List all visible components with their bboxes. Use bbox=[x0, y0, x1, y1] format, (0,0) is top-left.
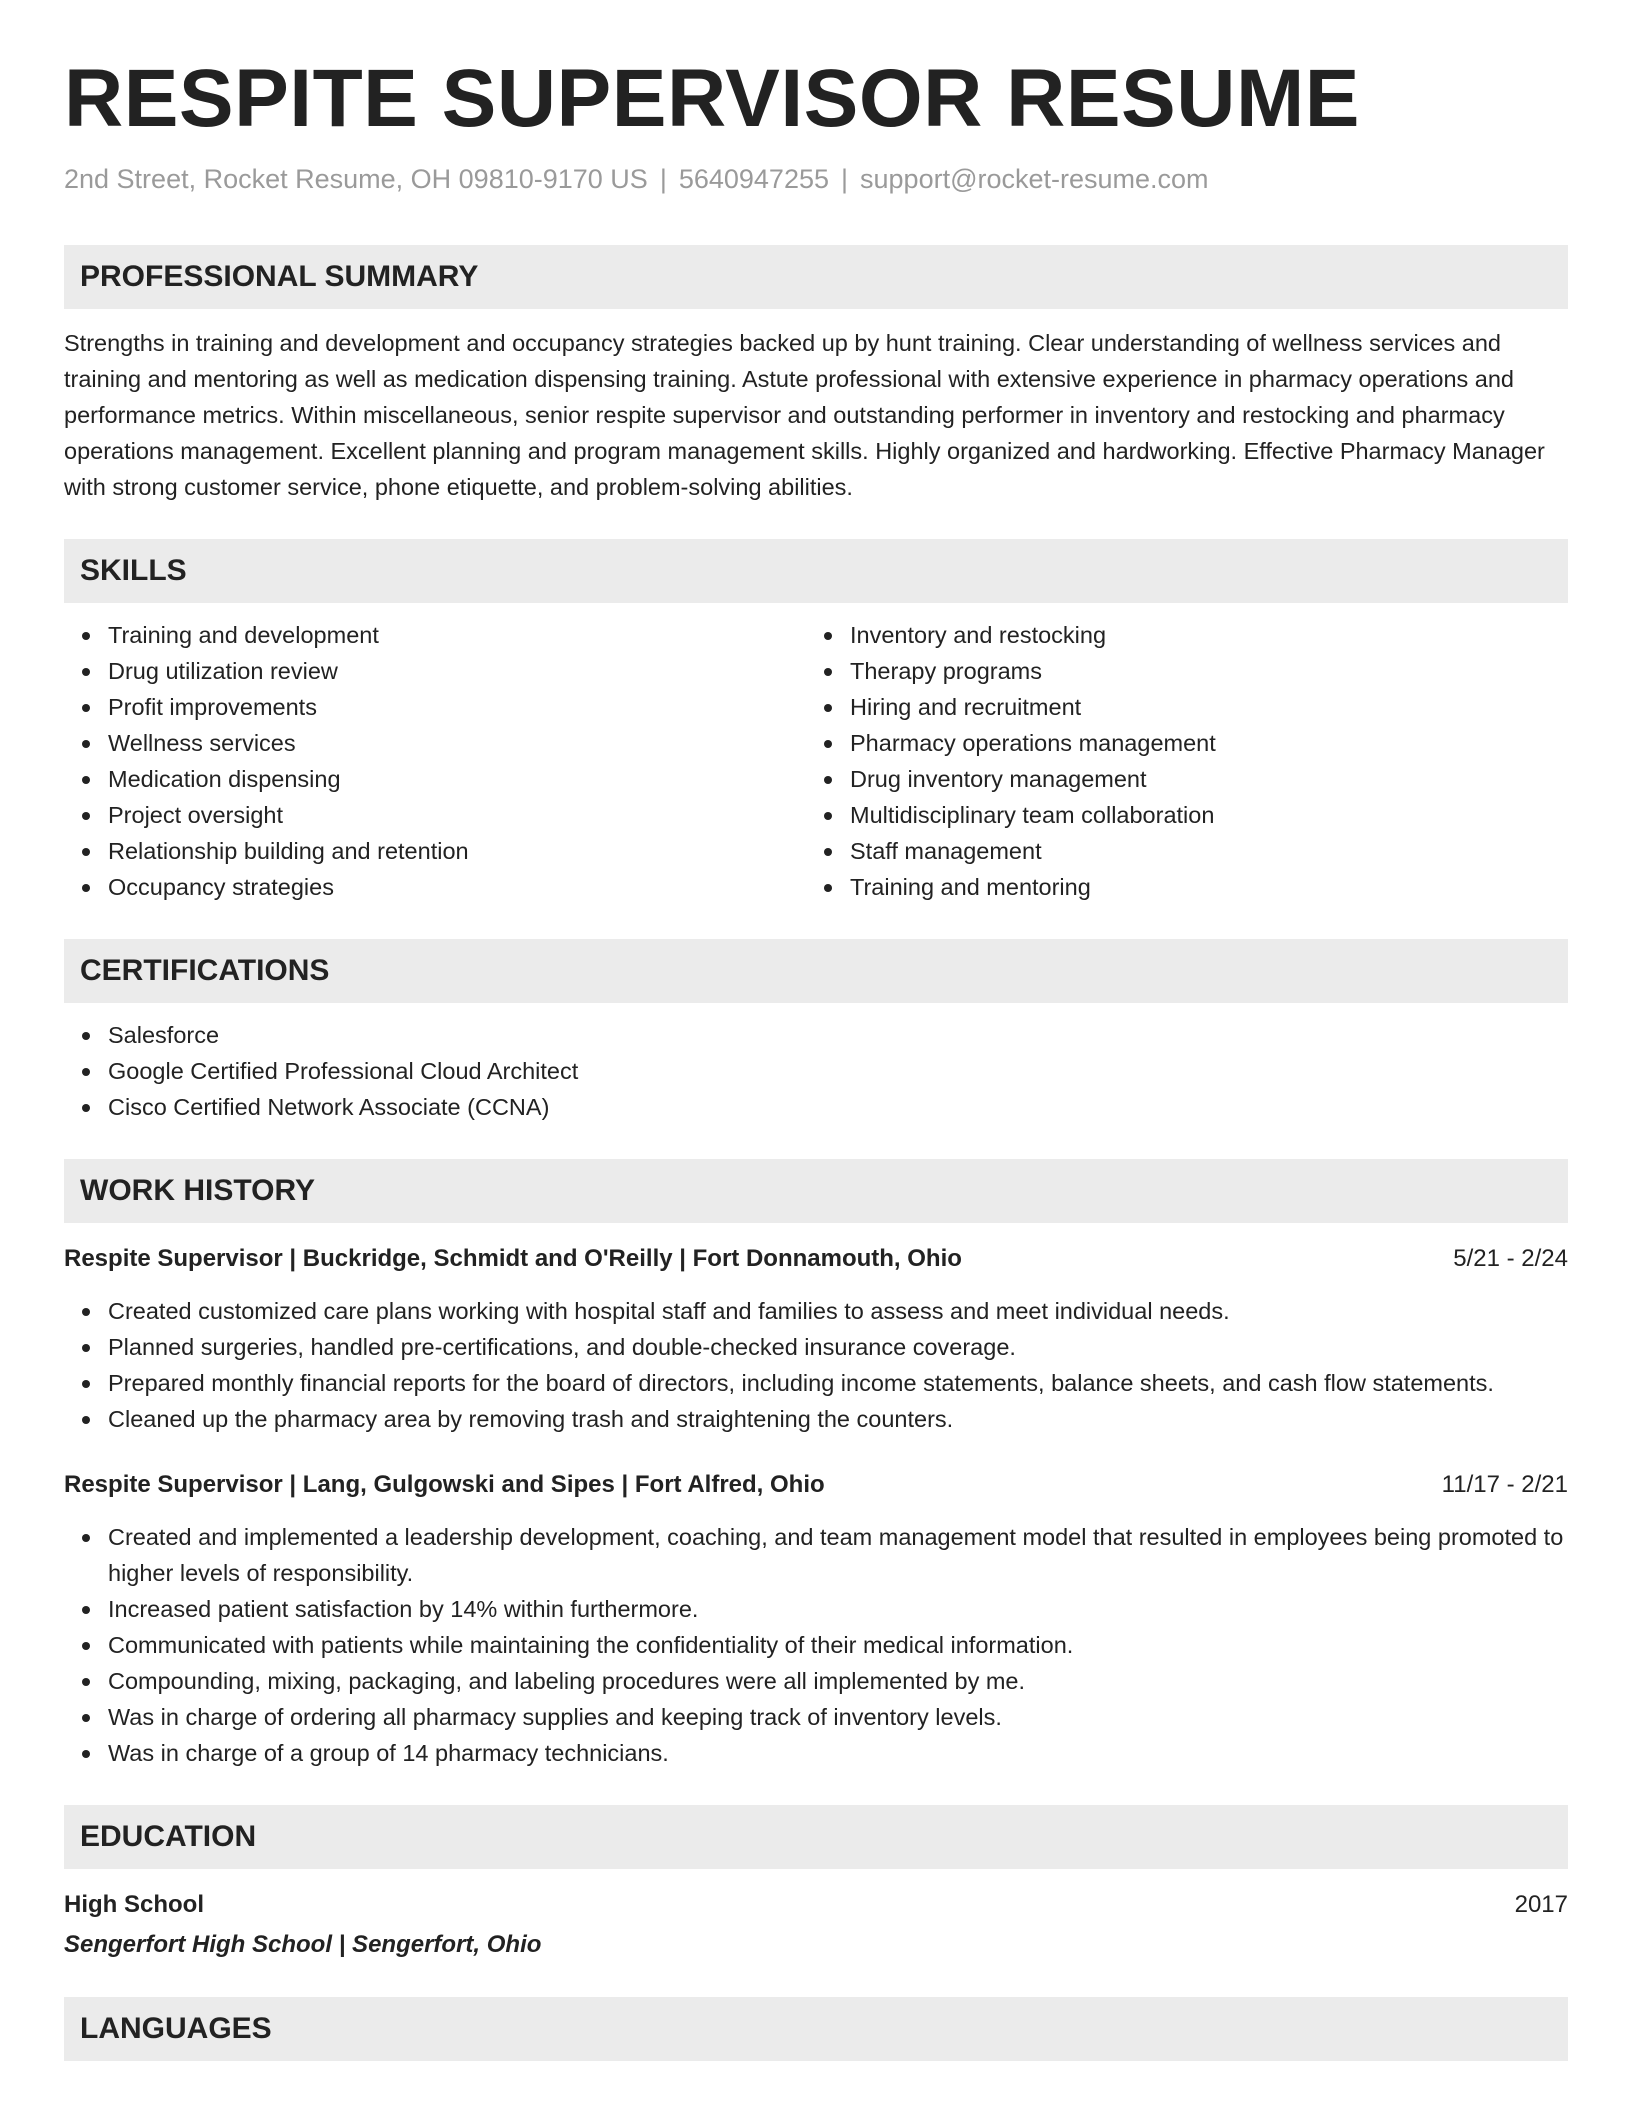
job-duty: Planned surgeries, handled pre-certifications, and double-checked insurance coverage. bbox=[108, 1329, 1568, 1365]
job-duties-list bbox=[64, 1519, 1568, 1771]
skill-item: Pharmacy operations management bbox=[850, 725, 1548, 761]
skills-heading: SKILLS bbox=[64, 539, 1568, 603]
job-duty: Created and implemented a leadership development, coaching, and team management model that resulted in employees being promoted to higher levels of responsibility. bbox=[108, 1519, 1568, 1591]
job-duties-list bbox=[64, 1293, 1568, 1437]
skill-item: Drug utilization review bbox=[108, 653, 806, 689]
contact-line bbox=[64, 162, 1568, 197]
skills-list-left bbox=[64, 617, 806, 905]
certifications-list bbox=[64, 1017, 1568, 1125]
contact-phone: 5640947255 bbox=[678, 164, 829, 195]
education-header bbox=[64, 1887, 1568, 1923]
job-title: Respite Supervisor | Lang, Gulgowski and Sipes | Fort Alfred, Ohio bbox=[64, 1471, 825, 1499]
job-entry bbox=[64, 1467, 1568, 1771]
skill-item: Training and development bbox=[108, 617, 806, 653]
summary-text: Strengths in training and development and occupancy strategies backed up by hunt training. Clear understanding of wellness services and training and mentoring as well as medication dispensing training. Astute professional with extensive experience in pharmacy operations and performance metrics. Within miscellaneous, senior respite supervisor and outstanding performer in inventory and restocking and pharmacy operations management. Excellent planning and program management skills. Highly organized and hardworking. Effective Pharmacy Manager with strong customer service, phone etiquette, and problem-solving abilities. bbox=[64, 330, 1545, 501]
job-duty: Was in charge of ordering all pharmacy supplies and keeping track of inventory levels. bbox=[108, 1699, 1568, 1735]
skill-item: Occupancy strategies bbox=[108, 869, 806, 905]
certifications-heading: CERTIFICATIONS bbox=[64, 939, 1568, 1003]
resume-title: RESPITE SUPERVISOR RESUME bbox=[64, 53, 1360, 144]
job-duty: Cleaned up the pharmacy area by removing trash and straightening the counters. bbox=[108, 1401, 1568, 1437]
skill-item: Therapy programs bbox=[850, 653, 1548, 689]
education-heading: EDUCATION bbox=[64, 1805, 1568, 1869]
skill-item: Inventory and restocking bbox=[850, 617, 1548, 653]
certification-item: Google Certified Professional Cloud Architect bbox=[108, 1053, 1568, 1089]
skill-item: Project oversight bbox=[108, 797, 806, 833]
skill-item: Hiring and recruitment bbox=[850, 689, 1548, 725]
contact-separator: | bbox=[841, 164, 849, 195]
skill-item: Staff management bbox=[850, 833, 1548, 869]
certification-item: Cisco Certified Network Associate (CCNA) bbox=[108, 1089, 1568, 1125]
job-duty: Compounding, mixing, packaging, and labeling procedures were all implemented by me. bbox=[108, 1663, 1568, 1699]
job-dates: 5/21 - 2/24 bbox=[1453, 1245, 1568, 1273]
skill-item: Profit improvements bbox=[108, 689, 806, 725]
skill-item: Training and mentoring bbox=[850, 869, 1548, 905]
skills-list-right bbox=[806, 617, 1548, 905]
work-history-heading: WORK HISTORY bbox=[64, 1159, 1568, 1223]
contact-separator: | bbox=[659, 164, 667, 195]
job-duty: Increased patient satisfaction by 14% within furthermore. bbox=[108, 1591, 1568, 1627]
certification-item: Salesforce bbox=[108, 1017, 1568, 1053]
job-duty: Was in charge of a group of 14 pharmacy technicians. bbox=[108, 1735, 1568, 1771]
job-title: Respite Supervisor | Buckridge, Schmidt and O'Reilly | Fort Donnamouth, Ohio bbox=[64, 1245, 962, 1273]
skill-item: Wellness services bbox=[108, 725, 806, 761]
skill-item: Medication dispensing bbox=[108, 761, 806, 797]
job-header bbox=[64, 1467, 1568, 1503]
job-header bbox=[64, 1241, 1568, 1277]
skill-item: Multidisciplinary team collaboration bbox=[850, 797, 1548, 833]
job-entry bbox=[64, 1241, 1568, 1437]
contact-email: support@rocket-resume.com bbox=[860, 164, 1209, 195]
skill-item: Relationship building and retention bbox=[108, 833, 806, 869]
education-year: 2017 bbox=[1514, 1891, 1568, 1919]
job-duty: Communicated with patients while maintaining the confidentiality of their medical information. bbox=[108, 1627, 1568, 1663]
summary-heading: PROFESSIONAL SUMMARY bbox=[64, 245, 1568, 309]
job-dates: 11/17 - 2/21 bbox=[1441, 1471, 1568, 1499]
skill-item: Drug inventory management bbox=[850, 761, 1548, 797]
education-degree: High School bbox=[64, 1891, 204, 1919]
skills-columns bbox=[64, 617, 1568, 905]
job-duty: Prepared monthly financial reports for the board of directors, including income statements, balance sheets, and cash flow statements. bbox=[108, 1365, 1568, 1401]
contact-address: 2nd Street, Rocket Resume, OH 09810-9170 US bbox=[64, 164, 648, 195]
education-school: Sengerfort High School | Sengerfort, Ohio bbox=[64, 1931, 542, 1959]
job-duty: Created customized care plans working with hospital staff and families to assess and meet individual needs. bbox=[108, 1293, 1568, 1329]
languages-heading: LANGUAGES bbox=[64, 1997, 1568, 2061]
